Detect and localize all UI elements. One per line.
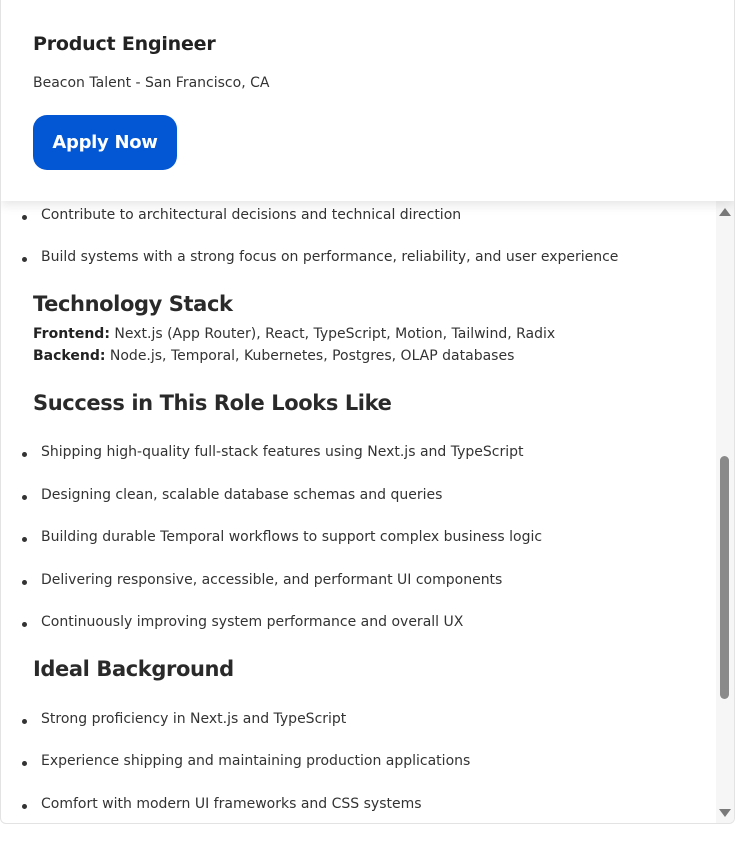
vertical-scrollbar[interactable] bbox=[716, 201, 734, 823]
frontend-stack-line bbox=[33, 326, 555, 342]
backend-label: Backend: bbox=[33, 348, 106, 364]
backend-value: Node.js, Temporal, Kubernetes, Postgres, OLAP databases bbox=[105, 348, 515, 364]
frontend-label: Frontend: bbox=[33, 326, 110, 342]
list-item: Experience shipping and maintaining production applications bbox=[41, 753, 471, 769]
job-title: Product Engineer bbox=[33, 33, 216, 55]
list-item: Build systems with a strong focus on performance, reliability, and user experience bbox=[41, 249, 619, 265]
background-heading: Ideal Background bbox=[33, 657, 234, 681]
success-heading: Success in This Role Looks Like bbox=[33, 391, 392, 415]
list-item: Shipping high-quality full-stack features using Next.js and TypeScript bbox=[41, 444, 524, 460]
backend-stack-line bbox=[33, 348, 514, 364]
list-item: Strong proficiency in Next.js and TypeScript bbox=[41, 711, 347, 727]
list-item: Delivering responsive, accessible, and performant UI components bbox=[41, 572, 503, 588]
list-item: Building durable Temporal workflows to support complex business logic bbox=[41, 529, 543, 545]
list-item: Designing clean, scalable database schemas and queries bbox=[41, 487, 443, 503]
list-item: Contribute to architectural decisions and technical direction bbox=[41, 207, 462, 223]
sticky-job-header bbox=[1, 0, 734, 201]
scroll-up-arrow-icon[interactable] bbox=[719, 208, 731, 216]
apply-now-button[interactable]: Apply Now bbox=[33, 115, 177, 170]
company-location: Beacon Talent - San Francisco, CA bbox=[33, 75, 270, 91]
list-item: Comfort with modern UI frameworks and CSS systems bbox=[41, 796, 422, 812]
frontend-value: Next.js (App Router), React, TypeScript, Motion, Tailwind, Radix bbox=[109, 326, 556, 342]
tech-stack-heading: Technology Stack bbox=[33, 292, 233, 316]
list-item: Continuously improving system performance and overall UX bbox=[41, 614, 464, 630]
scrollbar-thumb[interactable] bbox=[720, 456, 729, 699]
scroll-down-arrow-icon[interactable] bbox=[719, 809, 731, 817]
